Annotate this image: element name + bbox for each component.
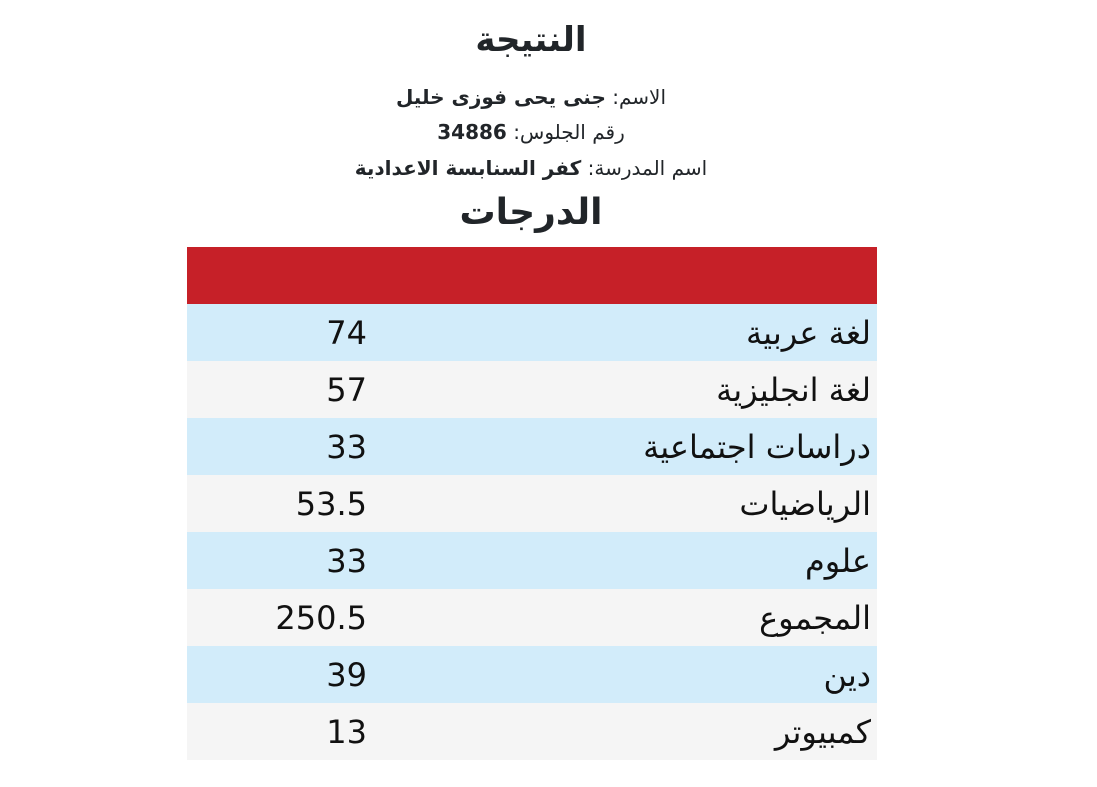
subject-cell: لغة عربية — [396, 304, 877, 361]
grades-table — [187, 247, 877, 760]
score-value: 13 — [326, 712, 367, 751]
score-value: 57 — [326, 370, 367, 409]
student-name-line — [0, 82, 1062, 112]
score-value: 33 — [326, 541, 367, 580]
score-cell — [187, 418, 396, 475]
score-cell — [187, 532, 396, 589]
student-name-value: جنى يحى فوزى خليل — [395, 85, 606, 109]
header-cell-score — [187, 247, 396, 304]
subject-cell: الرياضيات — [396, 475, 877, 532]
subject-cell: كمبيوتر — [396, 703, 877, 760]
student-name-label: الاسم: — [612, 85, 667, 109]
subject-cell: لغة انجليزية — [396, 361, 877, 418]
seat-number-line — [0, 117, 1062, 147]
score-value: 53.5 — [295, 484, 367, 523]
table-row — [187, 475, 877, 532]
grades-table-header — [187, 247, 877, 304]
grades-title: الدرجات — [459, 192, 603, 233]
score-cell — [187, 703, 396, 760]
subject-cell: المجموع — [396, 589, 877, 646]
table-row — [187, 532, 877, 589]
score-value: 33 — [326, 427, 367, 466]
table-row — [187, 361, 877, 418]
subject-cell: دين — [396, 646, 877, 703]
score-cell — [187, 646, 396, 703]
score-cell — [187, 304, 396, 361]
seat-number-label: رقم الجلوس: — [513, 120, 625, 144]
table-row — [187, 703, 877, 760]
score-cell — [187, 361, 396, 418]
seat-number-value: 34886 — [437, 120, 507, 144]
school-name-line — [0, 153, 1062, 183]
school-name-label: اسم المدرسة: — [587, 156, 708, 180]
score-cell — [187, 589, 396, 646]
header-cell-subject — [396, 247, 877, 304]
table-row — [187, 418, 877, 475]
score-value: 74 — [326, 313, 367, 352]
subject-cell: دراسات اجتماعية — [396, 418, 877, 475]
table-row — [187, 589, 877, 646]
subject-cell: علوم — [396, 532, 877, 589]
page-title: النتيجة — [475, 20, 587, 60]
score-value: 39 — [326, 655, 367, 694]
score-value: 250.5 — [275, 598, 367, 637]
table-row — [187, 304, 877, 361]
score-cell — [187, 475, 396, 532]
school-name-value: كفر السنابسة الاعدادية — [354, 156, 582, 180]
table-row — [187, 646, 877, 703]
